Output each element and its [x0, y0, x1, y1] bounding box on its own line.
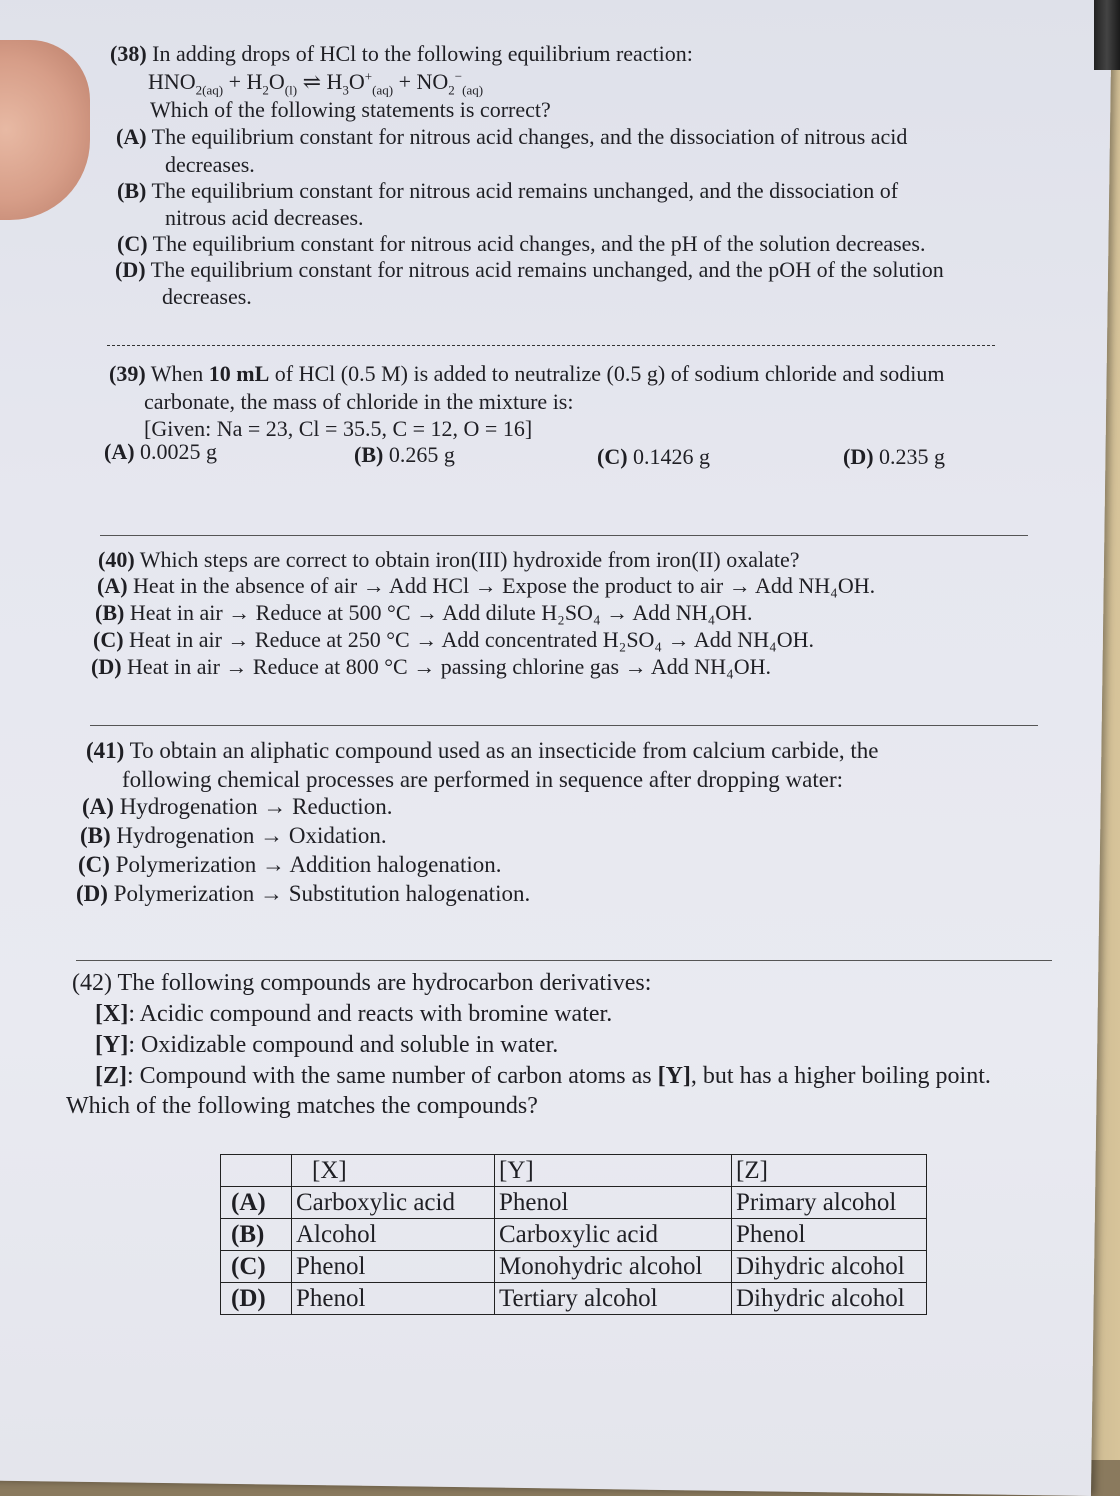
q39-option-a[interactable]: (A) 0.0025 g	[104, 439, 218, 464]
q40-option-d[interactable]: (D) Heat in air → Reduce at 800 °C → passing chlorine gas → Add NH₄OH.	[91, 654, 772, 679]
q42-stem: (42) The following compounds are hydrocarbon derivatives:	[72, 970, 652, 996]
q39-option-c[interactable]: (C) 0.1426 g	[597, 444, 711, 469]
separator	[90, 725, 1038, 726]
q39-option-b[interactable]: (B) 0.265 g	[354, 442, 455, 467]
q38-option-c[interactable]: (C) The equilibrium constant for nitrous acid changes, and the pH of the solution decreases.	[117, 231, 926, 256]
q38-option-d-cont: decreases.	[162, 284, 252, 309]
q42-answer-table	[220, 1154, 927, 1315]
q38-question: Which of the following statements is correct?	[150, 97, 551, 122]
q42-z: [Z]: Compound with the same number of carbon atoms as [Y], but has a higher boiling point.	[95, 1063, 991, 1089]
table-header-cell: [Y]	[495, 1155, 732, 1187]
q41-line2: following chemical processes are performed in sequence after dropping water:	[122, 767, 844, 792]
q40-option-a[interactable]: (A) Heat in the absence of air → Add HCl → Expose the product to air → Add NH₄OH.	[97, 573, 876, 598]
q38-stem: (38) In adding drops of HCl to the following equilibrium reaction:	[110, 41, 693, 66]
table-header-cell: [Z]	[732, 1155, 927, 1187]
q39-line2: carbonate, the mass of chloride in the mixture is:	[144, 389, 574, 414]
q39-given: [Given: Na = 23, Cl = 35.5, C = 12, O = 16]	[144, 416, 533, 441]
q40-option-c[interactable]: (C) Heat in air → Reduce at 250 °C → Add concentrated H₂SO₄ → Add NH₄OH.	[93, 627, 815, 652]
q39-option-d[interactable]: (D) 0.235 g	[843, 444, 946, 469]
q38-option-b[interactable]: (B) The equilibrium constant for nitrous acid remains unchanged, and the dissociation of	[117, 178, 899, 203]
q40-option-b[interactable]: (B) Heat in air → Reduce at 500 °C → Add dilute H₂SO₄ → Add NH₄OH.	[95, 600, 753, 625]
q41-option-c[interactable]: (C) Polymerization → Addition halogenation.	[78, 852, 502, 877]
table-row[interactable]: (D) Phenol Tertiary alcohol Dihydric alcohol	[221, 1283, 927, 1315]
q42-x: [X]: Acidic compound and reacts with bromine water.	[95, 1001, 613, 1027]
q38-option-a-cont: decreases.	[165, 152, 255, 177]
q42-y: [Y]: Oxidizable compound and soluble in water.	[95, 1032, 559, 1058]
q38-option-a[interactable]: (A) The equilibrium constant for nitrous acid changes, and the dissociation of nitrous acid	[116, 124, 908, 149]
q41-stem: (41) To obtain an aliphatic compound used as an insecticide from calcium carbide, the	[86, 738, 879, 763]
q38-equation: $HNO_{2(aq)} + H_2O_{(l)}$ ⇌ $H_3O^+_{(aq)} + NO_2^-_{(aq)}$	[148, 68, 484, 98]
q41-option-a[interactable]: (A) Hydrogenation → Reduction.	[82, 794, 393, 819]
q41-option-b[interactable]: (B) Hydrogenation → Oxidation.	[80, 823, 387, 848]
q38-option-b-cont: nitrous acid decreases.	[165, 205, 364, 230]
table-header-cell	[221, 1155, 292, 1187]
q39-stem: (39) When 10 mL of HCl (0.5 M) is added to neutralize (0.5 g) of sodium chloride and sodium	[109, 361, 945, 386]
q42-question: Which of the following matches the compounds?	[66, 1093, 538, 1119]
table-row[interactable]: (C) Phenol Monohydric alcohol Dihydric alcohol	[221, 1251, 927, 1283]
q40-stem: (40) Which steps are correct to obtain iron(III) hydroxide from iron(II) oxalate?	[98, 547, 800, 572]
q41-option-d[interactable]: (D) Polymerization → Substitution halogenation.	[76, 881, 531, 906]
table-row[interactable]: (B) Alcohol Carboxylic acid Phenol	[221, 1219, 927, 1251]
table-row[interactable]: (A) Carboxylic acid Phenol Primary alcohol	[221, 1187, 927, 1219]
table-header-cell: [X]	[292, 1155, 495, 1187]
separator	[100, 535, 1028, 536]
separator	[76, 960, 1052, 961]
separator	[107, 345, 995, 346]
q38-option-d[interactable]: (D) The equilibrium constant for nitrous acid remains unchanged, and the pOH of the solution	[115, 257, 944, 282]
table-header-row	[221, 1155, 927, 1187]
